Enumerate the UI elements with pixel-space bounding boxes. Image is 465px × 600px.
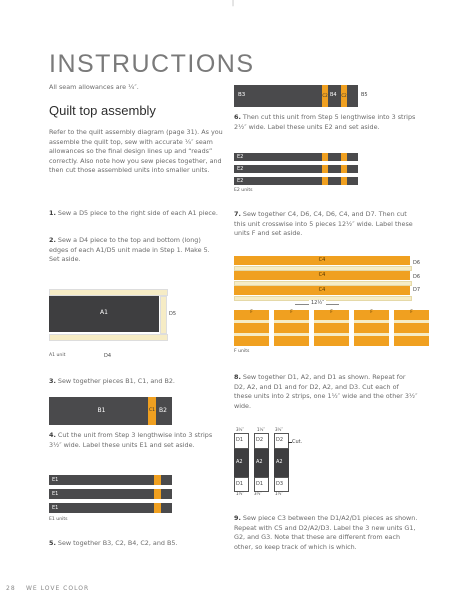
c4-label: C4: [318, 257, 326, 263]
step-4-text: Cut the unit from Step 3 lengthwise into 3 strips 3½″ wide. Label these units E1 and set aside.: [49, 431, 213, 449]
d1-cell: [234, 477, 249, 492]
c2-label-2: C2: [341, 93, 347, 98]
b1-c1-b2-diagram: [49, 397, 172, 425]
d5-label: D5: [169, 311, 177, 317]
c4-strip: [234, 271, 410, 280]
f-unit: [234, 310, 269, 346]
bottom-measure-1: 1½″: [236, 491, 244, 496]
step-8: [234, 373, 418, 411]
e2-strip: [234, 165, 358, 173]
cut-label: Cut.: [292, 439, 303, 445]
e1-strip: [49, 503, 172, 513]
step-2-number: 2.: [49, 236, 56, 244]
e1-strip-label: E1: [52, 477, 59, 483]
f-unit-stripe: [354, 333, 389, 336]
e1-strip: [49, 475, 172, 485]
f-unit-stripe: [394, 320, 429, 323]
d3-label: D3: [276, 481, 284, 487]
d5-strip: [160, 296, 167, 334]
top-measure-3: 3½″: [275, 427, 283, 432]
e2-strip-label: E2: [237, 178, 244, 184]
step-3-text: Sew together pieces B1, C1, and B2.: [57, 377, 175, 385]
d7-label: D7: [413, 287, 421, 293]
d6-label: D6: [413, 260, 421, 266]
e2-strip: [234, 177, 358, 185]
d2-cell: [254, 433, 269, 449]
step-3-number: 3.: [49, 377, 56, 385]
c1-label: C1: [148, 408, 155, 413]
bottom-measure-3: 1½″: [275, 491, 283, 496]
c2-strip-2: [341, 85, 347, 107]
step-1-number: 1.: [49, 209, 56, 217]
e1-strip-accent: [154, 475, 161, 485]
e1-units-caption: E1 units: [49, 517, 68, 522]
f-unit: [354, 310, 389, 346]
step-8-number: 8.: [234, 373, 241, 381]
bottom-measure-2: 3½″: [254, 491, 262, 496]
e2-strip-label: E2: [237, 154, 244, 160]
e2-strip-accent: [322, 153, 328, 161]
step-2: [49, 236, 221, 265]
f-measure-label: 12½″: [311, 300, 325, 306]
f-unit: [394, 310, 429, 346]
d4-bottom-strip: [49, 334, 168, 341]
step-9-number: 9.: [234, 514, 241, 522]
d1-label: D1: [256, 481, 264, 487]
e2-strip-accent: [322, 177, 328, 185]
b3-c2-b4-c2-b5-diagram: [234, 85, 358, 107]
f-unit-stripe: [314, 333, 349, 336]
d6-label: D6: [413, 274, 421, 280]
a2-block: [274, 449, 289, 477]
f-unit: [314, 310, 349, 346]
step-7-text: Sew together C4, D6, C4, D6, C4, and D7. Then cut this unit crosswise into 5 pieces 12½″ wide. Label these units F and set aside.: [234, 210, 413, 238]
seam-note: All seam allowances are ¼″.: [49, 83, 139, 91]
b3-label: B3: [238, 92, 246, 98]
e2-strip-accent: [341, 153, 347, 161]
step-2-text: Sew a D4 piece to the top and bottom (long) edges of each A1/D5 unit made in Step 1. Make 5. Set aside.: [49, 236, 210, 264]
d1-cell: [254, 477, 269, 492]
d2-cell: [274, 433, 289, 449]
top-measure-2: 1½″: [257, 427, 265, 432]
f-unit-stripe: [354, 320, 389, 323]
step-8-text: Sew together D1, A2, and D1 as shown. Repeat for D2, A2, and D1 and for D2, A2, and D3. Cut each of these units into 2 strips, one 1½″ wide and the other 3½″ wide.: [234, 373, 418, 410]
a2-label: A2: [276, 459, 283, 465]
a1-unit-caption: A1 unit: [49, 353, 66, 358]
c4-strip: [234, 256, 410, 265]
step-6-number: 6.: [234, 113, 241, 121]
step-1: [49, 209, 221, 219]
step-4-number: 4.: [49, 431, 56, 439]
step-1-text: Sew a D5 piece to the right side of each A1 piece.: [57, 209, 218, 217]
d2-label: D2: [256, 437, 264, 443]
intro-paragraph: Refer to the quilt assembly diagram (page 31). As you assemble the quilt top, sew with accurate ¼″ seam allowances so the final design lines up and “reads” correctly. Also note how you sew pieces together, and then cut those assembled units into smaller units.: [49, 128, 223, 175]
f-unit-label: F: [370, 310, 373, 315]
f-unit-stripe: [314, 320, 349, 323]
f-unit-label: F: [250, 310, 253, 315]
step-7-number: 7.: [234, 210, 241, 218]
f-unit-stripe: [234, 320, 269, 323]
e1-strip-accent: [154, 503, 161, 513]
f-unit-label: F: [410, 310, 413, 315]
d2-label: D2: [276, 437, 284, 443]
step-6: [234, 113, 418, 132]
e1-strip-label: E1: [52, 491, 59, 497]
step-6-text: Then cut this unit from Step 5 lengthwise into 3 strips 2½″ wide. Label these units E2 and set aside.: [234, 113, 416, 131]
b4-label: B4: [330, 92, 337, 98]
e1-strip-accent: [154, 489, 161, 499]
a2-label: A2: [236, 459, 243, 465]
f-unit-stripe: [234, 333, 269, 336]
c4-strip: [234, 286, 410, 295]
c4-label: C4: [318, 272, 326, 278]
step-4: [49, 431, 221, 450]
a2-block: [234, 449, 249, 477]
e2-strip-accent: [322, 165, 328, 173]
a2-label: A2: [256, 459, 263, 465]
f-unit: [274, 310, 309, 346]
step-7: [234, 210, 418, 239]
d3-cell: [274, 477, 289, 492]
f-unit-stripe: [274, 333, 309, 336]
d1-cell: [234, 433, 249, 449]
e1-strip-label: E1: [52, 505, 59, 511]
a1-label: A1: [100, 309, 108, 316]
top-mark: |: [232, 0, 235, 7]
e2-strip: [234, 153, 358, 161]
b5-label: B5: [361, 92, 368, 98]
page-title: INSTRUCTIONS: [49, 50, 255, 78]
step-9: [234, 514, 418, 552]
e1-strip: [49, 489, 172, 499]
c2-label-1: C2: [322, 93, 328, 98]
c1-strip: [148, 397, 156, 425]
step-5-number: 5.: [49, 539, 56, 547]
c4-label: C4: [318, 287, 326, 293]
d1-label: D1: [236, 481, 244, 487]
c2-strip-1: [322, 85, 328, 107]
a1-block: [49, 296, 159, 332]
step-9-text: Sew piece C3 between the D1/A2/D1 pieces as shown. Repeat with C5 and D2/A2/D3. Label the 3 new units G1, G2, and G3. Note that these are different from each other, so keep track of which is which.: [234, 514, 418, 551]
f-unit-label: F: [330, 310, 333, 315]
a2-block: [254, 449, 269, 477]
f-units-caption: F units: [234, 349, 250, 354]
d4-bottom-label: D4: [103, 353, 112, 359]
e2-strip-accent: [341, 177, 347, 185]
b2-label: B2: [159, 407, 167, 414]
top-measure-1: 3½″: [236, 427, 244, 432]
step-5-text: Sew together B3, C2, B4, C2, and B5.: [57, 539, 178, 547]
section-title: Quilt top assembly: [49, 103, 156, 118]
e2-strip-label: E2: [237, 166, 244, 172]
d4-top-strip: [49, 289, 168, 296]
e2-strip-accent: [341, 165, 347, 173]
step-5: [49, 539, 221, 549]
d1-label: D1: [236, 437, 244, 443]
page-number: 28: [6, 585, 16, 592]
a1-diagram-bottom-label: [49, 342, 166, 361]
e2-units-caption: E2 units: [234, 188, 253, 193]
f-unit-label: F: [290, 310, 293, 315]
step-3: [49, 377, 221, 387]
f-unit-stripe: [394, 333, 429, 336]
book-title: WE LOVE COLOR: [26, 585, 90, 592]
f-unit-stripe: [274, 320, 309, 323]
b1-label: B1: [97, 407, 106, 414]
